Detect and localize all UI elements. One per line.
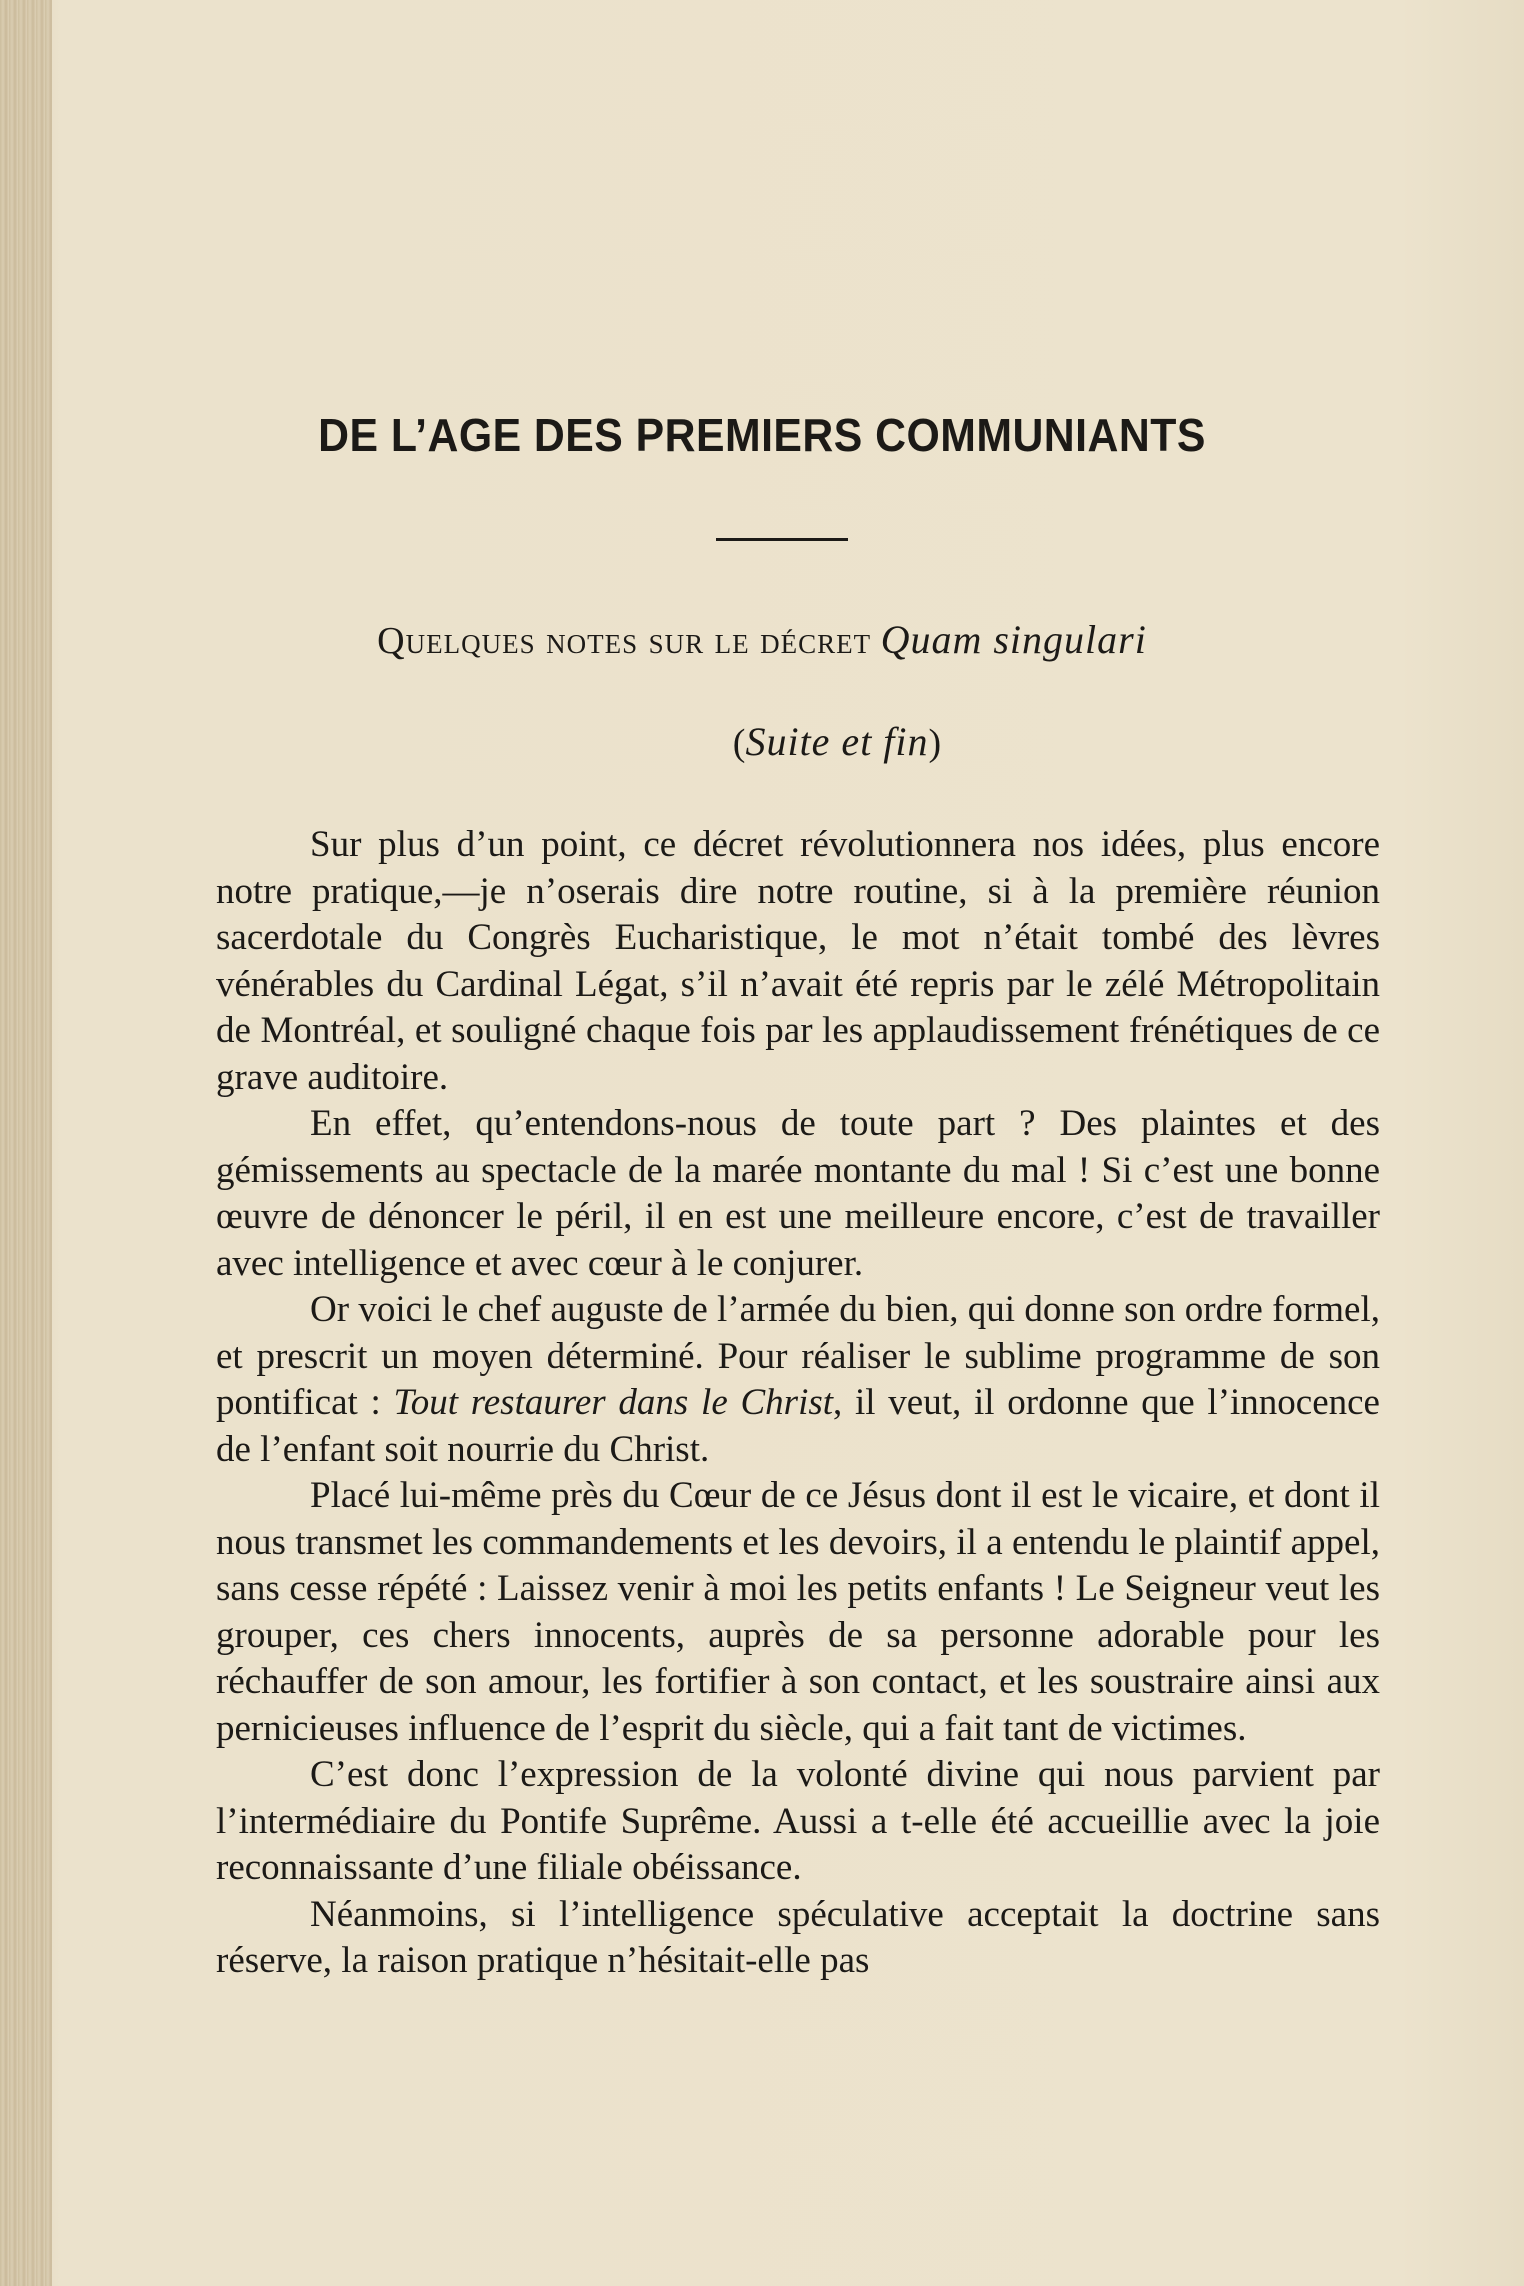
suite-close-paren: )	[928, 722, 942, 764]
book-binding-edge	[0, 0, 52, 2286]
subtitle-prefix: Quelques notes sur le décret	[377, 620, 872, 662]
suite-italic: Suite et fin	[745, 719, 929, 764]
article-body	[216, 822, 1380, 1985]
article-subtitle	[150, 616, 1374, 663]
subtitle-decree-name: Quam singulari	[880, 617, 1147, 662]
paragraph-1: Sur plus d’un point, ce décret révolutionnera nos idées, plus encore notre pratique,—je n’oserais dire notre routine, si à la première réunion sacerdotale du Congrès Eucharistique, le mot n’était tombé des lèvres vénérables du Cardinal Légat, s’il n’avait été repris par le zélé Métropolitain de Montréal, et souligné chaque fois par les applaudissement frénétiques de ce grave auditoire.	[216, 824, 1380, 1098]
suite-note	[150, 718, 1374, 765]
paragraph-3-italic: Tout restaurer dans le Christ	[393, 1382, 834, 1423]
paragraph-4: Placé lui-même près du Cœur de ce Jésus dont il est le vicaire, et dont il nous transmet les commandements et les devoirs, il a entendu le plaintif appel, sans cesse répété : Laissez venir à moi les petits enfants ! Le Seigneur veut les grouper, ces chers innocents, auprès de sa personne adorable pour les réchauffer de son amour, les fortifier à son contact, et les soustraire ainsi aux pernicieuses influence de l’esprit du siècle, qui a fait tant de victimes.	[216, 1475, 1380, 1749]
paragraph-2: En effet, qu’entendons-nous de toute part ? Des plaintes et des gémissements au spectacle de la marée montante du mal ! Si c’est une bonne œuvre de dénoncer le péril, il en est une meilleure encore, c’est de travailler avec intelligence et avec cœur à le conjurer.	[216, 1103, 1380, 1284]
title-rule	[716, 538, 848, 541]
paragraph-3	[216, 1287, 1380, 1473]
paragraph-3-before: Or voici le chef auguste de l’armée du bien, qui donne son ordre formel, et prescrit un moyen déterminé. Pour réaliser le sublime programme de son pontificat :	[216, 1289, 1380, 1423]
suite-open-paren: (	[732, 722, 746, 764]
paragraph-3-after: , il veut, il ordonne que l’innocence de l’enfant soit nourrie du Christ.	[216, 1382, 1380, 1470]
paragraph-6: Néanmoins, si l’intelligence spéculative acceptait la doctrine sans réserve, la raison pratique n’hésitait-elle pas	[216, 1893, 1380, 1981]
paragraph-5: C’est donc l’expression de la volonté divine qui nous parvient par l’intermédiaire du Pontife Suprême. Aussi a t-elle été accueillie avec la joie reconnaissante d’une filiale obéissance.	[216, 1754, 1380, 1888]
article-title: DE L’AGE DES PREMIERS COMMUNIANTS	[318, 409, 1206, 461]
